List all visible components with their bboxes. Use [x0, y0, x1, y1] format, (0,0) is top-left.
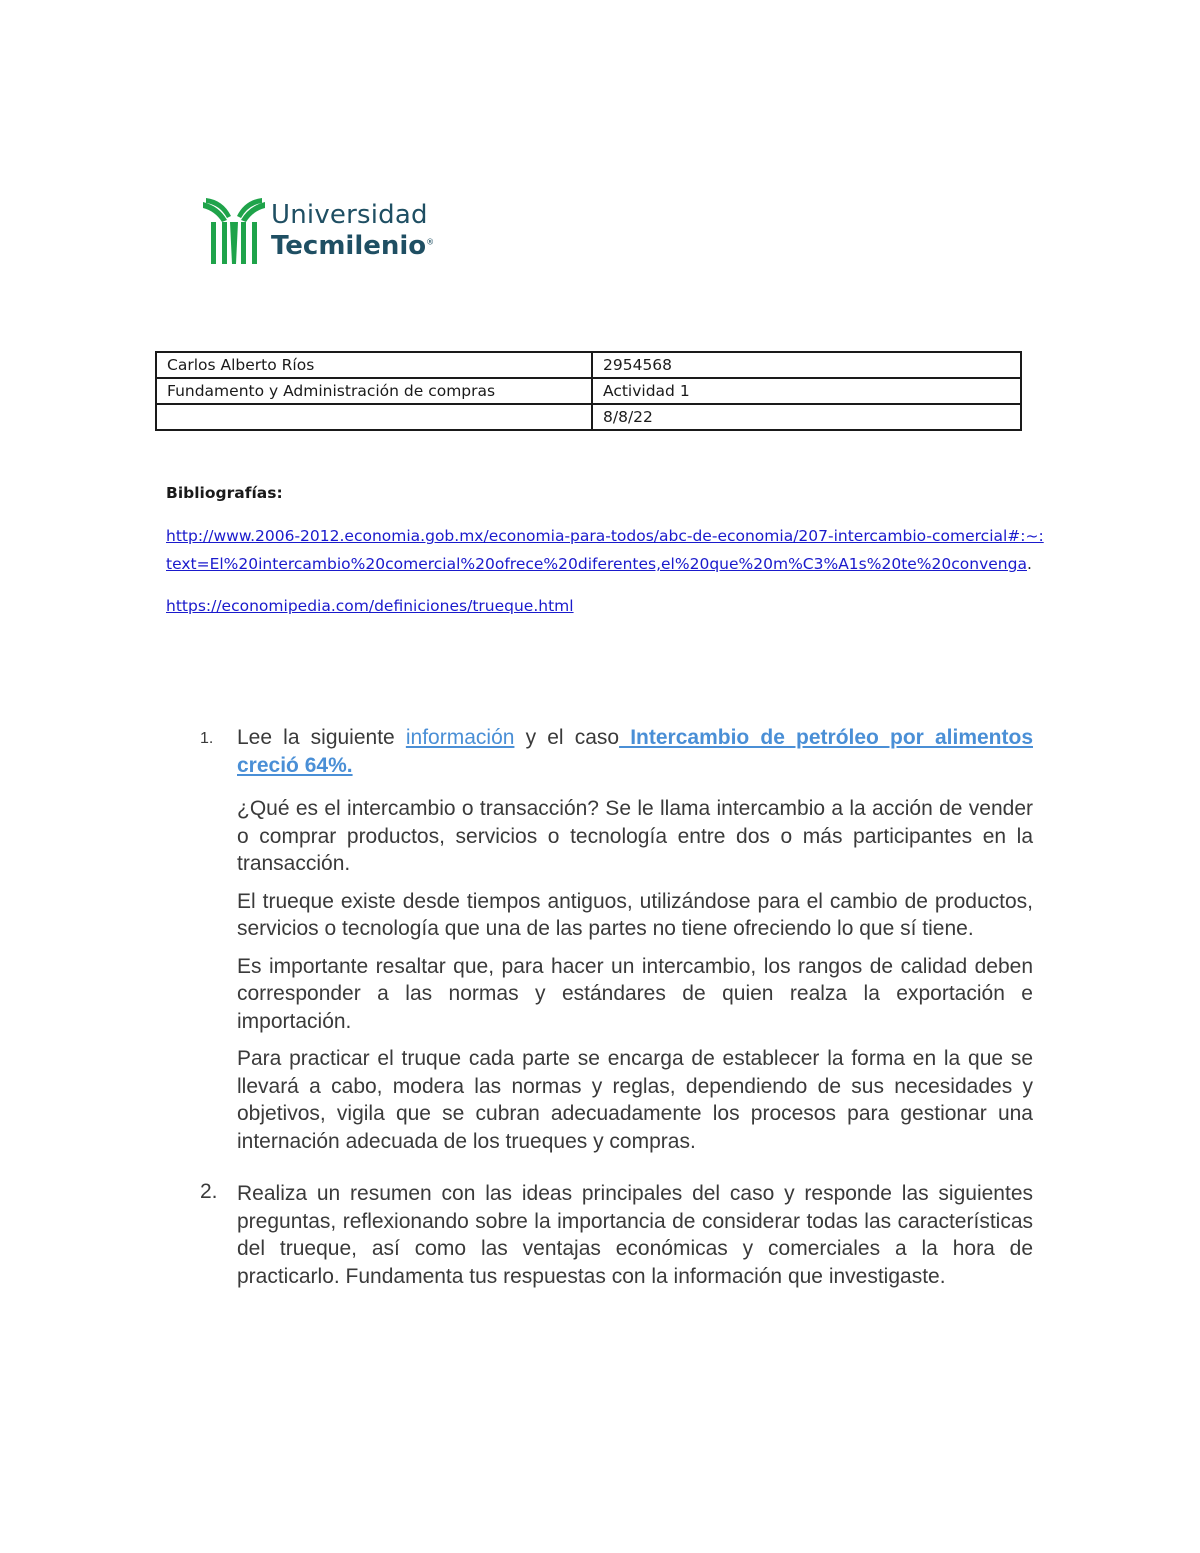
- student-name-cell: Carlos Alberto Ríos: [156, 352, 592, 378]
- registered-mark: ®: [426, 237, 435, 247]
- table-row: [156, 378, 1021, 404]
- date-cell: 8/8/22: [592, 404, 1021, 430]
- bibliography-entry: [166, 522, 1046, 578]
- body-paragraph: Es importante resaltar que, para hacer un intercambio, los rangos de calidad deben corresponder a las normas y estándares de quien realza la exportación e importación.: [237, 954, 1033, 1033]
- tecmilenio-logo-icon: [203, 198, 265, 264]
- bibliography-link-economipedia[interactable]: https://economipedia.com/definiciones/trueque.html: [166, 597, 574, 615]
- table-row: [156, 352, 1021, 378]
- table-row: [156, 404, 1021, 430]
- body-paragraph: Realiza un resumen con las ideas principales del caso y responde las siguientes preguntas, reflexionando sobre la importancia de considerar todas las características del trueque, así como las ventajas económicas y comerciales a la hora de practicarlo. Fundamenta tus respuestas con la información que investigaste.: [237, 1182, 1033, 1288]
- informacion-link[interactable]: información: [405, 726, 515, 749]
- body-paragraph: El trueque existe desde tiempos antiguos, utilizándose para el cambio de productos, servicios o tecnología que una de las partes no tiene ofreciendo lo que sí tiene.: [237, 889, 1033, 940]
- item-intro: [237, 724, 1033, 779]
- logo-wordmark: [271, 202, 434, 259]
- bibliography-entry: [166, 592, 1046, 620]
- bibliography-link-economia[interactable]: http://www.2006-2012.economia.gob.mx/economia-para-todos/abc-de-economia/207-intercambio-comercial#:~:text=El%20intercambio%20comercial%20ofrece%20diferentes,el%20que%20m%C3%A1s%20te%20convenga: [166, 527, 1044, 573]
- list-item: [200, 724, 1033, 1155]
- university-logo: [203, 198, 443, 268]
- activity-instructions-list: [200, 724, 1033, 1290]
- link-suffix: .: [1026, 555, 1032, 573]
- intro-middle: y el caso: [514, 726, 620, 749]
- course-name-cell: Fundamento y Administración de compras: [156, 378, 592, 404]
- body-paragraph: Para practicar el truque cada parte se encarga de establecer la forma en la que se llevará a cabo, modera las normas y reglas, dependiendo de sus necesidades y objetivos, vigila que se cubran adecuadamente los procesos para gestionar una internación adecuada de los trueques y compras.: [237, 1047, 1033, 1153]
- activity-cell: Actividad 1: [592, 378, 1021, 404]
- intro-prefix: Lee la siguiente: [237, 726, 406, 749]
- student-info-table: [155, 351, 1022, 431]
- logo-name: Tecmilenio: [271, 231, 427, 261]
- list-item-number: 1.: [200, 730, 214, 747]
- bibliography-section: [166, 484, 1046, 620]
- case-link[interactable]: Intercambio de petróleo por alimentos creció 64%.: [237, 726, 1033, 777]
- body-paragraph: ¿Qué es el intercambio o transacción? Se le llama intercambio a la acción de vender o comprar productos, servicios o tecnología entre dos o más participantes en la transacción.: [237, 797, 1033, 875]
- bibliography-title: Bibliografías:: [166, 484, 283, 502]
- empty-cell: [156, 404, 592, 430]
- list-item: [200, 1180, 1033, 1290]
- logo-line-tecmilenio: [271, 233, 434, 259]
- student-id-cell: 2954568: [592, 352, 1021, 378]
- list-item-number: 2.: [200, 1180, 218, 1203]
- logo-line-universidad: Universidad: [271, 200, 428, 230]
